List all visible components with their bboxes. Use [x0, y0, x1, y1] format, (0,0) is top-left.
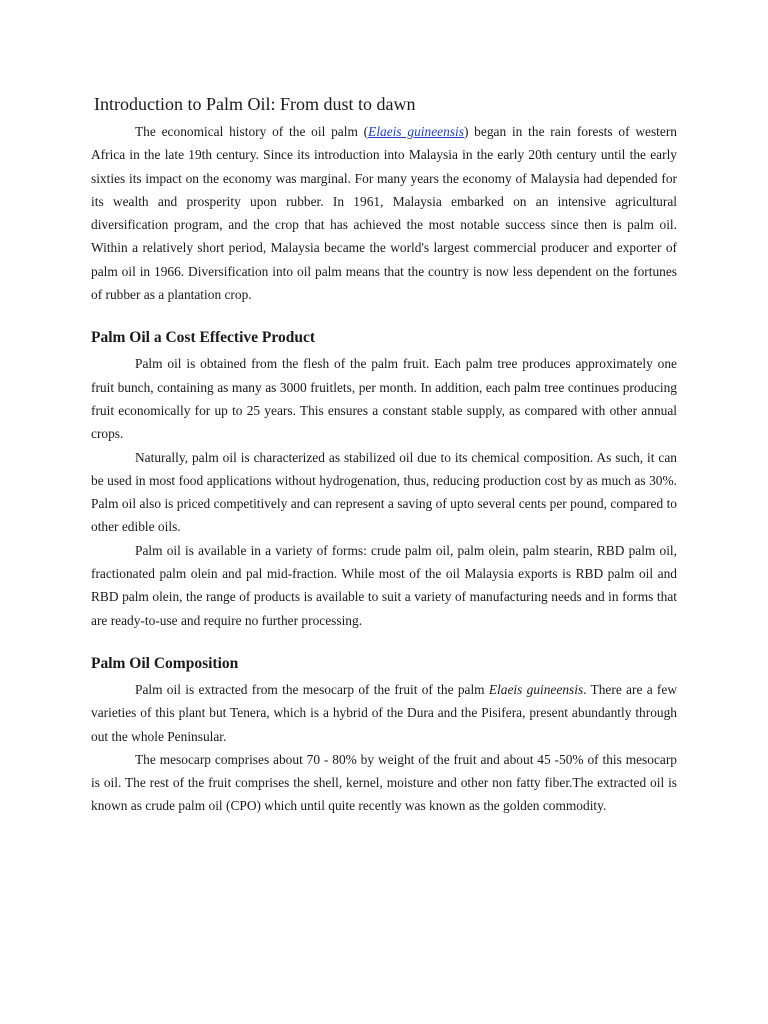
document-page: [91, 92, 677, 818]
composition-paragraph-1: [91, 678, 677, 748]
cost-paragraph-3: Palm oil is available in a variety of forms: crude palm oil, palm olein, palm stearin, RBD palm oil, fractionated palm olein and pal mid-fraction. While most of the oil Malaysia exports is RBD palm oil and RBD palm olein, the range of products is available to suit a variety of manufacturing needs and in forms that are ready-to-use and require no further processing.: [91, 542, 677, 628]
cost-paragraph-2: Naturally, palm oil is characterized as stabilized oil due to its chemical composition. As such, it can be used in most food applications without hydrogenation, thus, reducing production cost by as much as 30%. Palm oil also is priced competitively and can represent a saving of upto several cents per pound, compared to other edible oils.: [91, 449, 677, 535]
composition-p1-after: . There are a few varieties of this plant but Tenera, which is a hybrid of the Dura and the Pisifera, present abundantly through out the whole Peninsular.: [91, 681, 677, 744]
document-title: Introduction to Palm Oil: From dust to dawn: [94, 94, 416, 114]
section-heading-cost-effective: Palm Oil a Cost Effective Product: [91, 329, 315, 347]
composition-p1-italic: Elaeis guineensis: [488, 681, 584, 697]
section-heading-composition: Palm Oil Composition: [91, 654, 239, 672]
composition-paragraph-2: The mesocarp comprises about 70 - 80% by weight of the fruit and about 45 -50% of this mesocarp is oil. The rest of the fruit comprises the shell, kernel, moisture and other non fatty fiber.The extracted oil is known as crude palm oil (CPO) which until quite recently was known as the golden commodity.: [91, 751, 677, 814]
intro-text-before-link: The economical history of the oil palm (: [135, 124, 369, 139]
intro-paragraph: [91, 120, 677, 306]
intro-text-after-link: ) began in the rain forests of western Africa in the late 19th century. Since its introduction into Malaysia in the early 20th century until the early sixties its impact on the economy was marginal. For many years the economy of Malaysia had depended for its wealth and prosperity upon rubber. In 1961, Malaysia embarked on an intensive agricultural diversification program, and the crop that has achieved the most notable success since then is palm oil. Within a relatively short period, Malaysia became the world's largest commercial producer and exporter of palm oil in 1966. Diversification into oil palm means that the country is now less dependent on the fortunes of rubber as a plantation crop.: [91, 124, 677, 303]
cost-paragraph-1: Palm oil is obtained from the flesh of the palm fruit. Each palm tree produces approximately one fruit bunch, containing as many as 3000 fruitlets, per month. In addition, each palm tree continues producing fruit economically for up to 25 years. This ensures a constant stable supply, as compared with other annual crops.: [91, 356, 677, 442]
composition-p1-before: Palm oil is extracted from the mesocarp of the fruit of the palm: [135, 681, 489, 697]
elaeis-guineensis-link[interactable]: Elaeis guineensis: [368, 124, 464, 139]
